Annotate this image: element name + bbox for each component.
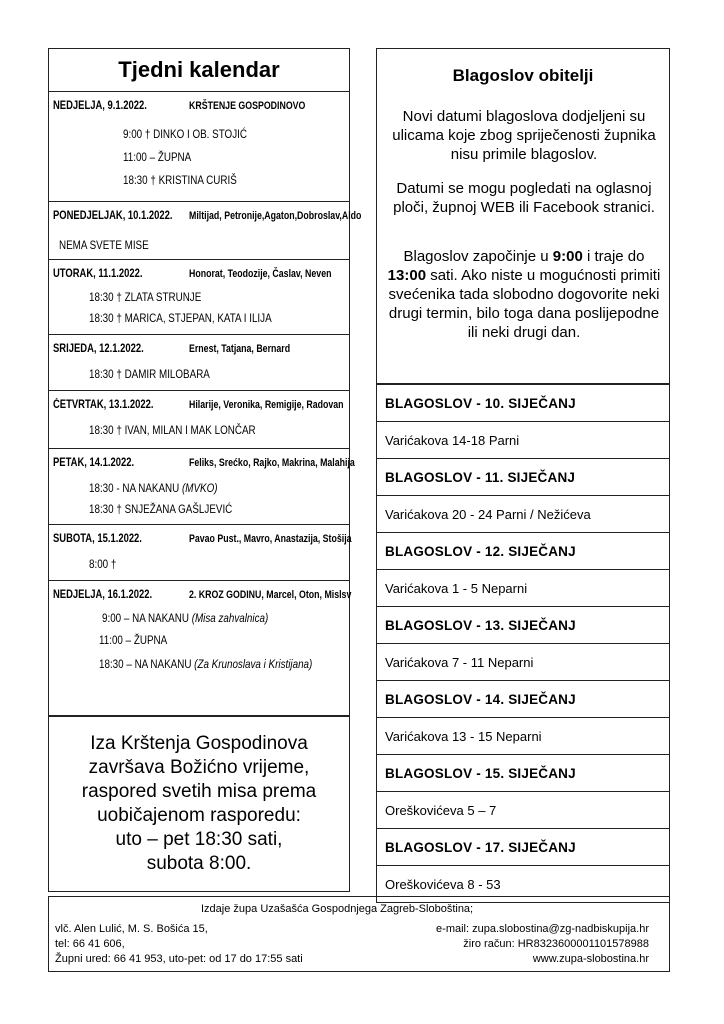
mass-entry: 11:00 – ŽUPNA bbox=[99, 633, 168, 647]
day-saints: Miltijad, Petronije,Agaton,Dobroslav,Aldo bbox=[189, 210, 362, 222]
calendar-day bbox=[49, 335, 349, 391]
footer bbox=[48, 896, 670, 972]
day-saints: Feliks, Srećko, Rajko, Makrina, Malahija bbox=[189, 457, 355, 469]
calendar-day bbox=[49, 449, 355, 525]
day-saints: KRŠTENJE GOSPODINOVO bbox=[189, 100, 306, 112]
day-saints: Hilarije, Veronika, Remigije, Radovan bbox=[189, 399, 344, 411]
footer-email: e-mail: zupa.slobostina@zg-nadbiskupija.hr bbox=[436, 923, 649, 935]
mass-entry: 9:00 † DINKO I OB. STOJIĆ bbox=[123, 127, 247, 141]
day-date: PONEDJELJAK, 10.1.2022. bbox=[53, 210, 173, 222]
schedule-day: BLAGOSLOV - 10. SIJEČANJ bbox=[376, 384, 670, 422]
day-date: SRIJEDA, 12.1.2022. bbox=[53, 343, 144, 355]
footer-account: žiro račun: HR8323600001101578988 bbox=[463, 938, 649, 950]
schedule-day: BLAGOSLOV - 17. SIJEČANJ bbox=[376, 828, 670, 866]
calendar-day bbox=[49, 525, 352, 581]
day-saints: Honorat, Teodozije, Časlav, Neven bbox=[189, 268, 332, 280]
mass-entry: 18:30 – NA NAKANU (Za Krunoslava i Kristijana) bbox=[99, 657, 313, 671]
calendar-note bbox=[48, 716, 350, 892]
day-date: NEDJELJA, 16.1.2022. bbox=[53, 589, 153, 601]
blessing-info bbox=[376, 48, 670, 384]
day-date: SUBOTA, 15.1.2022. bbox=[53, 533, 142, 545]
day-saints: Ernest, Tatjana, Bernard bbox=[189, 343, 291, 355]
note-line: uto – pet 18:30 sati, bbox=[115, 829, 283, 850]
start-time: 9:00 bbox=[552, 248, 583, 265]
schedule-streets: Oreškovićeva 5 – 7 bbox=[376, 791, 670, 829]
mass-entry: 18:30 † DAMIR MILOBARA bbox=[89, 367, 210, 381]
mass-entry: 18:30 † KRISTINA CURIŠ bbox=[123, 173, 237, 187]
day-date: UTORAK, 11.1.2022. bbox=[53, 268, 143, 280]
footer-publisher: Izdaje župa Uzašašća Gospodnjega Zagreb-Sloboština; bbox=[201, 903, 474, 915]
mass-entry: 18:30 † ZLATA STRUNJE bbox=[89, 290, 202, 304]
schedule-streets: Varićakova 7 - 11 Neparni bbox=[376, 643, 670, 681]
note-line: subota 8:00. bbox=[146, 853, 252, 874]
schedule-day: BLAGOSLOV - 11. SIJEČANJ bbox=[376, 458, 670, 496]
schedule-day: BLAGOSLOV - 14. SIJEČANJ bbox=[376, 680, 670, 718]
note-line: uobičajenom rasporedu: bbox=[97, 805, 301, 826]
blessing-paragraph-2: Datumi se mogu pogledati na oglasnoj ploči, župnoj WEB ili Facebook stranici. bbox=[393, 180, 655, 216]
day-saints: Pavao Pust., Mavro, Anastazija, Stošija bbox=[189, 533, 352, 545]
schedule-streets: Varićakova 13 - 15 Neparni bbox=[376, 717, 670, 755]
mass-entry: 9:00 – NA NAKANU (Misa zahvalnica) bbox=[102, 611, 269, 625]
blessing-title: Blagoslov obitelji bbox=[452, 66, 594, 85]
schedule-day: BLAGOSLOV - 15. SIJEČANJ bbox=[376, 754, 670, 792]
footer-office: Župni ured: 66 41 953, uto-pet: od 17 do 17:55 sati bbox=[55, 953, 303, 965]
mass-entry: NEMA SVETE MISE bbox=[59, 238, 149, 252]
schedule-streets: Varićakova 1 - 5 Neparni bbox=[376, 569, 670, 607]
footer-web: www.zupa-slobostina.hr bbox=[532, 953, 649, 965]
end-time: 13:00 bbox=[387, 267, 427, 284]
schedule-streets: Oreškovićeva 8 - 53 bbox=[376, 865, 670, 903]
blessing-paragraph-3: Blagoslov započinje u 9:00 i traje do 13:00 sati. Ako niste u mogućnosti primiti svećenika tada slobodno dogovorite neki drugi termin, bilo toga dana poslijepodne ili neki drugi dan. bbox=[387, 248, 661, 341]
calendar-day bbox=[49, 92, 349, 202]
calendar-day bbox=[49, 391, 349, 449]
day-saints: 2. KROZ GODINU, Marcel, Oton, Mislsv bbox=[189, 589, 352, 601]
day-date: NEDJELJA, 9.1.2022. bbox=[53, 100, 147, 112]
calendar-body bbox=[48, 92, 362, 716]
mass-entry: 18:30 † MARICA, STJEPAN, KATA I ILIJA bbox=[89, 311, 272, 325]
note-line: Iza Krštenja Gospodinova bbox=[90, 733, 308, 754]
day-date: ČETVRTAK, 13.1.2022. bbox=[53, 399, 154, 411]
mass-entry: 18:30 † SNJEŽANA GAŠLJEVIĆ bbox=[89, 502, 233, 516]
mass-entry: 18:30 - NA NAKANU (MVKO) bbox=[89, 481, 218, 495]
footer-priest: vlč. Alen Lulić, M. S. Bošića 15, bbox=[55, 923, 208, 935]
mass-entry: 11:00 – ŽUPNA bbox=[123, 150, 192, 164]
schedule-streets: Varićakova 14-18 Parni bbox=[376, 421, 670, 459]
blessing-paragraph-1: Novi datumi blagoslova dodjeljeni su ulicama koje zbog spriječenosti župnika nisu primile blagoslov. bbox=[392, 108, 656, 163]
calendar-day bbox=[49, 202, 362, 260]
schedule-day: BLAGOSLOV - 12. SIJEČANJ bbox=[376, 532, 670, 570]
calendar-title: Tjedni kalendar bbox=[48, 48, 350, 92]
schedule-streets: Varićakova 20 - 24 Parni / Nežićeva bbox=[376, 495, 670, 533]
schedule-day: BLAGOSLOV - 13. SIJEČANJ bbox=[376, 606, 670, 644]
calendar-day bbox=[49, 260, 349, 335]
day-date: PETAK, 14.1.2022. bbox=[53, 457, 135, 469]
mass-entry: 18:30 † IVAN, MILAN I MAK LONČAR bbox=[89, 423, 256, 437]
note-line: završava Božićno vrijeme, bbox=[88, 757, 310, 778]
mass-entry: 8:00 † bbox=[89, 557, 117, 571]
calendar-day bbox=[49, 581, 352, 716]
note-line: raspored svetih misa prema bbox=[81, 781, 317, 802]
footer-tel: tel: 66 41 606, bbox=[55, 938, 125, 950]
